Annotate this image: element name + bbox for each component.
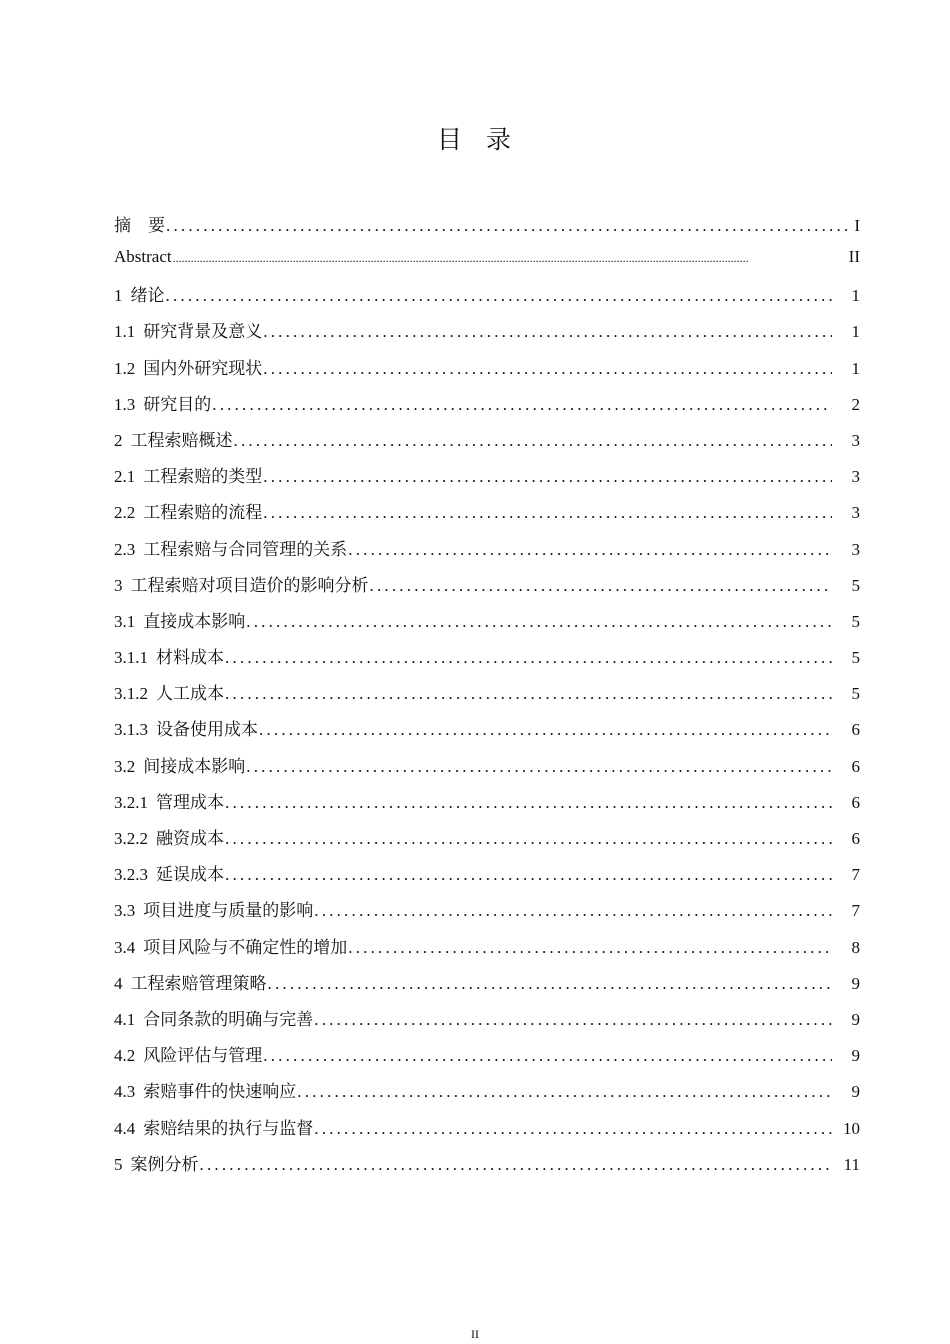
- toc-entry-page: 9: [851, 1046, 860, 1066]
- toc-dot-leader: [263, 322, 832, 342]
- toc-entry-label: [114, 788, 224, 813]
- toc-entry[interactable]: [114, 643, 860, 679]
- toc-entry-text: 项目风险与不确定性的增加: [143, 937, 348, 957]
- page-title: [0, 120, 950, 156]
- toc-entry[interactable]: [114, 1150, 860, 1186]
- toc-entry[interactable]: [114, 860, 860, 896]
- toc-entry-text: 设备使用成本: [156, 720, 258, 740]
- toc-entry-number: 2.2: [114, 503, 136, 523]
- toc-entry[interactable]: [114, 933, 860, 969]
- toc-entry-page: 9: [851, 973, 860, 993]
- toc-entry-text: 工程索赔的类型: [143, 467, 263, 487]
- toc-entry-page: 6: [851, 720, 860, 740]
- toc-entry-label: [114, 354, 262, 379]
- toc-entry-number: 4: [114, 973, 123, 993]
- toc-entry-page: 1: [851, 358, 860, 378]
- toc-entry-text: 合同条款的明确与完善: [143, 1009, 314, 1029]
- toc-entry-page: 7: [851, 865, 860, 885]
- toc-entry[interactable]: [114, 390, 860, 426]
- toc-entry-label: [114, 896, 313, 921]
- toc-entry-text: 索赔事件的快速响应: [143, 1082, 297, 1102]
- toc-entry-page: 3: [851, 467, 860, 487]
- toc-entry-label: [114, 281, 165, 306]
- toc-entry-label: [114, 752, 245, 777]
- toc-entry-page: 5: [851, 684, 860, 704]
- toc-entry-text: 绪论: [130, 286, 165, 306]
- toc-dot-leader: [225, 684, 832, 704]
- toc-entry-text: 直接成本影响: [143, 611, 246, 631]
- toc-entry[interactable]: [114, 247, 860, 281]
- toc-dot-leader: [234, 431, 833, 451]
- toc-entry-text: 风险评估与管理: [143, 1046, 263, 1066]
- toc-entry-number: 1.1: [114, 322, 136, 342]
- toc-entry-label: [114, 211, 165, 236]
- toc-entry-number: 1.2: [114, 358, 136, 378]
- toc-entry-page: II: [848, 247, 860, 267]
- toc-entry[interactable]: [114, 1005, 860, 1041]
- toc-dot-leader: [225, 793, 832, 813]
- toc-entry[interactable]: [114, 607, 860, 643]
- toc-entry[interactable]: [114, 1077, 860, 1113]
- toc-entry-text: 工程索赔概述: [130, 430, 233, 450]
- toc-entry-number: 3.1: [114, 611, 136, 631]
- toc-entry-number: 3.2: [114, 756, 136, 776]
- toc-dot-leader: [314, 901, 832, 921]
- toc-entry-text: 人工成本: [156, 684, 224, 704]
- toc-entry-page: 7: [851, 901, 860, 921]
- toc-entry-label: [114, 1114, 313, 1139]
- title-char-2: 录: [486, 125, 514, 154]
- toc-entry-page: 10: [843, 1118, 860, 1138]
- toc-entry-page: 6: [851, 829, 860, 848]
- toc-entry-page: I: [854, 216, 860, 235]
- toc-entry-page: 3: [851, 430, 860, 450]
- toc-entry-page: 3: [851, 539, 860, 559]
- toc-entry-label: [114, 535, 347, 560]
- toc-entry-page: 6: [851, 792, 860, 812]
- toc-entry[interactable]: [114, 969, 860, 1005]
- toc-entry-text: 材料成本: [156, 648, 224, 668]
- toc-entry-number: 5: [114, 1154, 123, 1174]
- toc-entry-number: 3.3: [114, 901, 136, 921]
- toc-entry[interactable]: [114, 462, 860, 498]
- toc-entry-number: 2.1: [114, 467, 136, 487]
- toc-dot-leader: [297, 1082, 832, 1102]
- toc-dot-leader: [314, 1119, 832, 1139]
- toc-entry-number: 4.1: [114, 1009, 136, 1029]
- toc-dot-leader: [212, 395, 832, 415]
- toc-entry-page: 5: [851, 611, 860, 631]
- toc-entry-text: 间接成本影响: [143, 756, 246, 776]
- toc-dot-leader: [166, 286, 833, 306]
- toc-entry-text: 管理成本: [156, 792, 224, 812]
- toc-dot-leader: [225, 829, 832, 849]
- toc-dot-leader: [263, 359, 832, 379]
- toc-entry-page: 1: [851, 322, 860, 342]
- page-footer-number: II: [471, 1327, 479, 1341]
- toc-dot-leader: [263, 503, 832, 523]
- toc-entry-page: 5: [851, 575, 860, 595]
- toc-entry-label: [114, 969, 267, 994]
- toc-entry-number: 3.1.2: [114, 684, 148, 704]
- toc-entry-page: 9: [851, 1082, 860, 1102]
- toc-entry-text: 工程索赔的流程: [143, 503, 263, 523]
- toc-dot-leader: [348, 540, 832, 560]
- toc-entry[interactable]: [114, 896, 860, 932]
- toc-entry-text: 工程索赔与合同管理的关系: [143, 539, 348, 559]
- toc-entry-number: 3: [114, 575, 123, 595]
- toc-entry-label: [114, 643, 224, 668]
- toc-entry[interactable]: [114, 824, 860, 860]
- toc-entry[interactable]: [114, 715, 860, 751]
- toc-entry-label: [114, 390, 211, 415]
- toc-dot-leader: [246, 757, 832, 777]
- toc-entry-label: [114, 824, 224, 849]
- toc-entry[interactable]: [114, 498, 860, 534]
- title-char-1: 目: [436, 125, 464, 154]
- toc-dot-leader: [166, 216, 852, 236]
- toc-entry-text: 研究背景及意义: [143, 322, 263, 342]
- toc-dot-leader: [200, 1155, 833, 1175]
- toc-entry-label: [114, 607, 245, 632]
- toc-entry-text: 融资成本: [156, 829, 224, 848]
- toc-entry-page: 3: [851, 503, 860, 523]
- toc-entry-label: [114, 498, 262, 523]
- toc-entry-label: [114, 426, 233, 451]
- toc-entry-text: 延误成本: [156, 865, 224, 885]
- toc-entry-number: 4.3: [114, 1082, 136, 1102]
- toc-entry-text: 国内外研究现状: [143, 358, 263, 378]
- toc-entry-page: 9: [851, 1009, 860, 1029]
- toc-entry[interactable]: [114, 281, 860, 317]
- toc-entry[interactable]: [114, 535, 860, 571]
- toc-entry[interactable]: [114, 211, 860, 247]
- toc-dot-leader: [370, 576, 833, 596]
- toc-entry-text: Abstract: [114, 247, 172, 267]
- toc-entry-number: 4.4: [114, 1118, 136, 1138]
- toc-entry-text: 工程索赔管理策略: [130, 973, 267, 993]
- toc-entry-number: 3.2.2: [114, 829, 148, 848]
- toc-dot-leader: [259, 720, 832, 740]
- toc-dot-leader: [225, 865, 832, 885]
- toc-entry-label: [114, 571, 369, 596]
- toc-entry-label: [114, 317, 262, 342]
- toc-entry[interactable]: [114, 788, 860, 824]
- toc-entry-page: 2: [851, 394, 860, 414]
- toc-dot-leader: [225, 648, 832, 668]
- toc-dot-leader: [268, 974, 833, 994]
- toc-entry-number: 3.2.1: [114, 792, 148, 812]
- toc-entry-label: [114, 1077, 296, 1102]
- toc-entry-number: 4.2: [114, 1046, 136, 1066]
- toc-entry-number: 2: [114, 430, 123, 450]
- toc-entry[interactable]: [114, 571, 860, 607]
- toc-dot-leader: [263, 467, 832, 487]
- toc-entry-text: 项目进度与质量的影响: [143, 901, 314, 921]
- toc-entry-number: 3.1.3: [114, 720, 148, 740]
- toc-entry[interactable]: [114, 317, 860, 353]
- toc-entry-page: 8: [851, 937, 860, 957]
- toc-dot-leader: [173, 251, 832, 266]
- toc-dot-leader: [314, 1010, 832, 1030]
- toc-entry-number: 3.2.3: [114, 865, 148, 885]
- toc-entry-page: 1: [851, 286, 860, 306]
- toc-dot-leader: [263, 1046, 832, 1066]
- toc-entry-number: 1: [114, 286, 123, 306]
- toc-entry-label: [114, 715, 258, 740]
- toc-entry-label: [114, 1041, 262, 1066]
- toc-entry[interactable]: [114, 752, 860, 788]
- toc-entry-page: 5: [851, 648, 860, 668]
- toc-dot-leader: [246, 612, 832, 632]
- toc-entry-label: [114, 462, 262, 487]
- toc-entry-number: 3.1.1: [114, 648, 148, 668]
- toc-entry[interactable]: [114, 426, 860, 462]
- toc-entry-page: 11: [843, 1154, 860, 1174]
- toc-entry-text: 研究目的: [143, 394, 212, 414]
- toc-entry-label: [114, 1150, 199, 1175]
- toc-entry-label: [114, 679, 224, 704]
- toc-entry-page: 6: [851, 756, 860, 776]
- toc-entry-text: 摘 要: [114, 216, 165, 235]
- toc-entry-text: 案例分析: [130, 1154, 199, 1174]
- toc-entry-label: [114, 1005, 313, 1030]
- toc-entry[interactable]: [114, 1041, 860, 1077]
- toc-entry-number: 1.3: [114, 394, 136, 414]
- toc-entry[interactable]: [114, 354, 860, 390]
- toc-entry-label: [114, 860, 224, 885]
- toc-entry-number: 3.4: [114, 937, 136, 957]
- toc-entry-text: 索赔结果的执行与监督: [143, 1118, 314, 1138]
- toc-entry-text: 工程索赔对项目造价的影响分析: [130, 575, 369, 595]
- toc-entry-label: [114, 247, 172, 267]
- toc-entry[interactable]: [114, 679, 860, 715]
- toc-entry[interactable]: [114, 1114, 860, 1150]
- toc-dot-leader: [348, 938, 832, 958]
- toc-entry-number: 2.3: [114, 539, 136, 559]
- table-of-contents: [114, 211, 860, 1186]
- toc-entry-label: [114, 933, 347, 958]
